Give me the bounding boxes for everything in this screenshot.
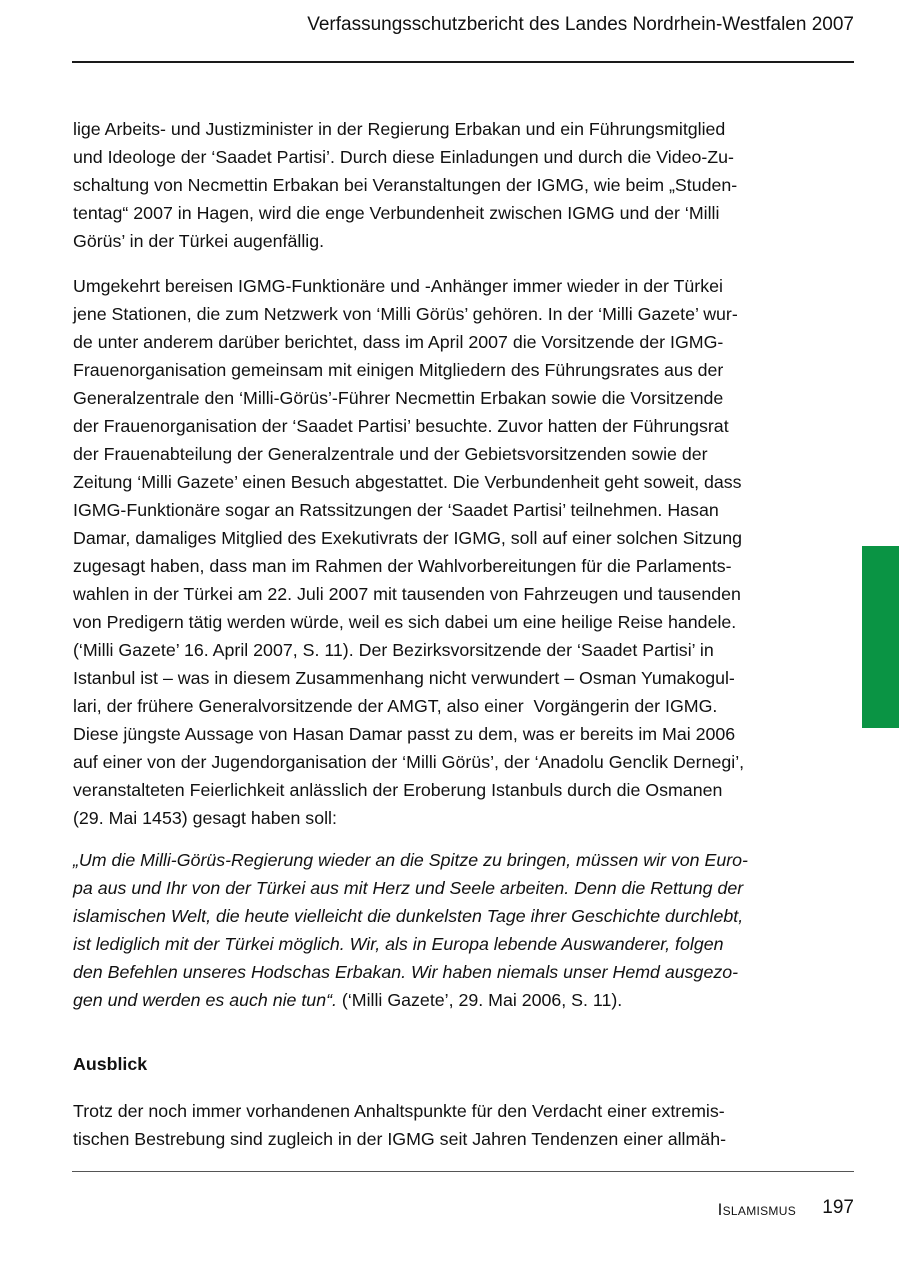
body-paragraph-2: Umgekehrt bereisen IGMG-Funktionäre und -Anhänger immer wieder in der Türkei jene Stationen, die zum Netzwerk von ‘Milli Görüs’ gehören. In der ‘Milli Gazete’ wur- de unter anderem darüber berichtet, dass im April 2007 die Vorsitzende der IGMG- Frauenorganisation gemeinsam mit einigen Mitgliedern des Führungsrates aus der Generalzentrale den ‘Milli-Görüs’-Führer Necmettin Erbakan sowie die Vorsitzende der Frauenorganisation der ‘Saadet Partisi’ besuchte. Zuvor hatten der Führungsrat der Frauenabteilung der Generalzentrale und der Gebietsvorsitzenden sowie der Zeitung ‘Milli Gazete’ einen Besuch abgestattet. Die Verbundenheit geht soweit, dass IGMG-Funktionäre sogar an Ratssitzungen der ‘Saadet Partisi’ teilnehmen. Hasan Damar, damaliges Mitglied des Exekutivrats der IGMG, soll auf einer solchen Sitzung zugesagt haben, dass man im Rahmen der Wahlvorbereitungen für die Parlaments- wahlen in der Türkei am 22. Juli 2007 mit tausenden von Fahrzeugen und tausenden von Predigern tätig werden würde, weil es sich dabei um eine heilige Reise handele. (‘Milli Gazete’ 16. April 2007, S. 11). Der Bezirksvorsitzende der ‘Saadet Partisi’ in Istanbul ist – was in diesem Zusammenhang nicht verwundert – Osman Yumakogul- lari, der frühere Generalvorsitzende der AMGT, also einer Vorgängerin der IGMG. Diese jüngste Aussage von Hasan Damar passt zu dem, was er bereits im Mai 2006 auf einer von der Jugendorganisation der ‘Milli Görüs’, der ‘Anadolu Genclik Dernegi’, veranstalteten Feierlichkeit anlässlich der Eroberung Istanbuls durch die Osmanen (29. Mai 1453) gesagt haben soll:: [73, 276, 745, 828]
section-heading-ausblick: Ausblick: [73, 1054, 148, 1074]
quotation-block: [73, 846, 748, 1014]
quotation-source: (‘Milli Gazete’, 29. Mai 2006, S. 11).: [336, 990, 623, 1010]
header-divider: [72, 61, 854, 63]
body-paragraph-1: lige Arbeits- und Justizminister in der Regierung Erbakan und ein Führungsmitglied und Ideologe der ‘Saadet Partisi’. Durch diese Einladungen und durch die Video-Zu- schaltung von Necmettin Erbakan bei Veranstaltungen der IGMG, wie beim „Studen- tentag“ 2007 in Hagen, wird die enge Verbundenheit zwischen IGMG und der ‘Milli Görüs’ in der Türkei augenfällig.: [73, 119, 738, 251]
quotation-text: „Um die Milli-Görüs-Regierung wieder an die Spitze zu bringen, müssen wir von Euro- pa aus und Ihr von der Türkei aus mit Herz und Seele arbeiten. Denn die Rettung der islamischen Welt, die heute vielleicht die dunkelsten Tage ihrer Geschichte durchlebt, ist lediglich mit der Türkei möglich. Wir, als in Europa lebende Auswanderer, folgen den Befehlen unseres Hodschas Erbakan. Wir haben niemals unser Hemd ausgezo- gen und werden es auch nie tun“.: [73, 850, 748, 1010]
footer-divider: [72, 1171, 854, 1172]
footer-section-title: Islamismus: [717, 1200, 796, 1219]
chapter-side-tab: [862, 546, 899, 728]
page-number: 197: [822, 1197, 854, 1218]
body-paragraph-3: Trotz der noch immer vorhandenen Anhaltspunkte für den Verdacht einer extremis- tischen Bestrebung sind zugleich in der IGMG seit Jahren Tendenzen einer allmäh-: [73, 1101, 726, 1149]
running-header-title: Verfassungsschutzbericht des Landes Nordrhein-Westfalen 2007: [307, 14, 854, 35]
